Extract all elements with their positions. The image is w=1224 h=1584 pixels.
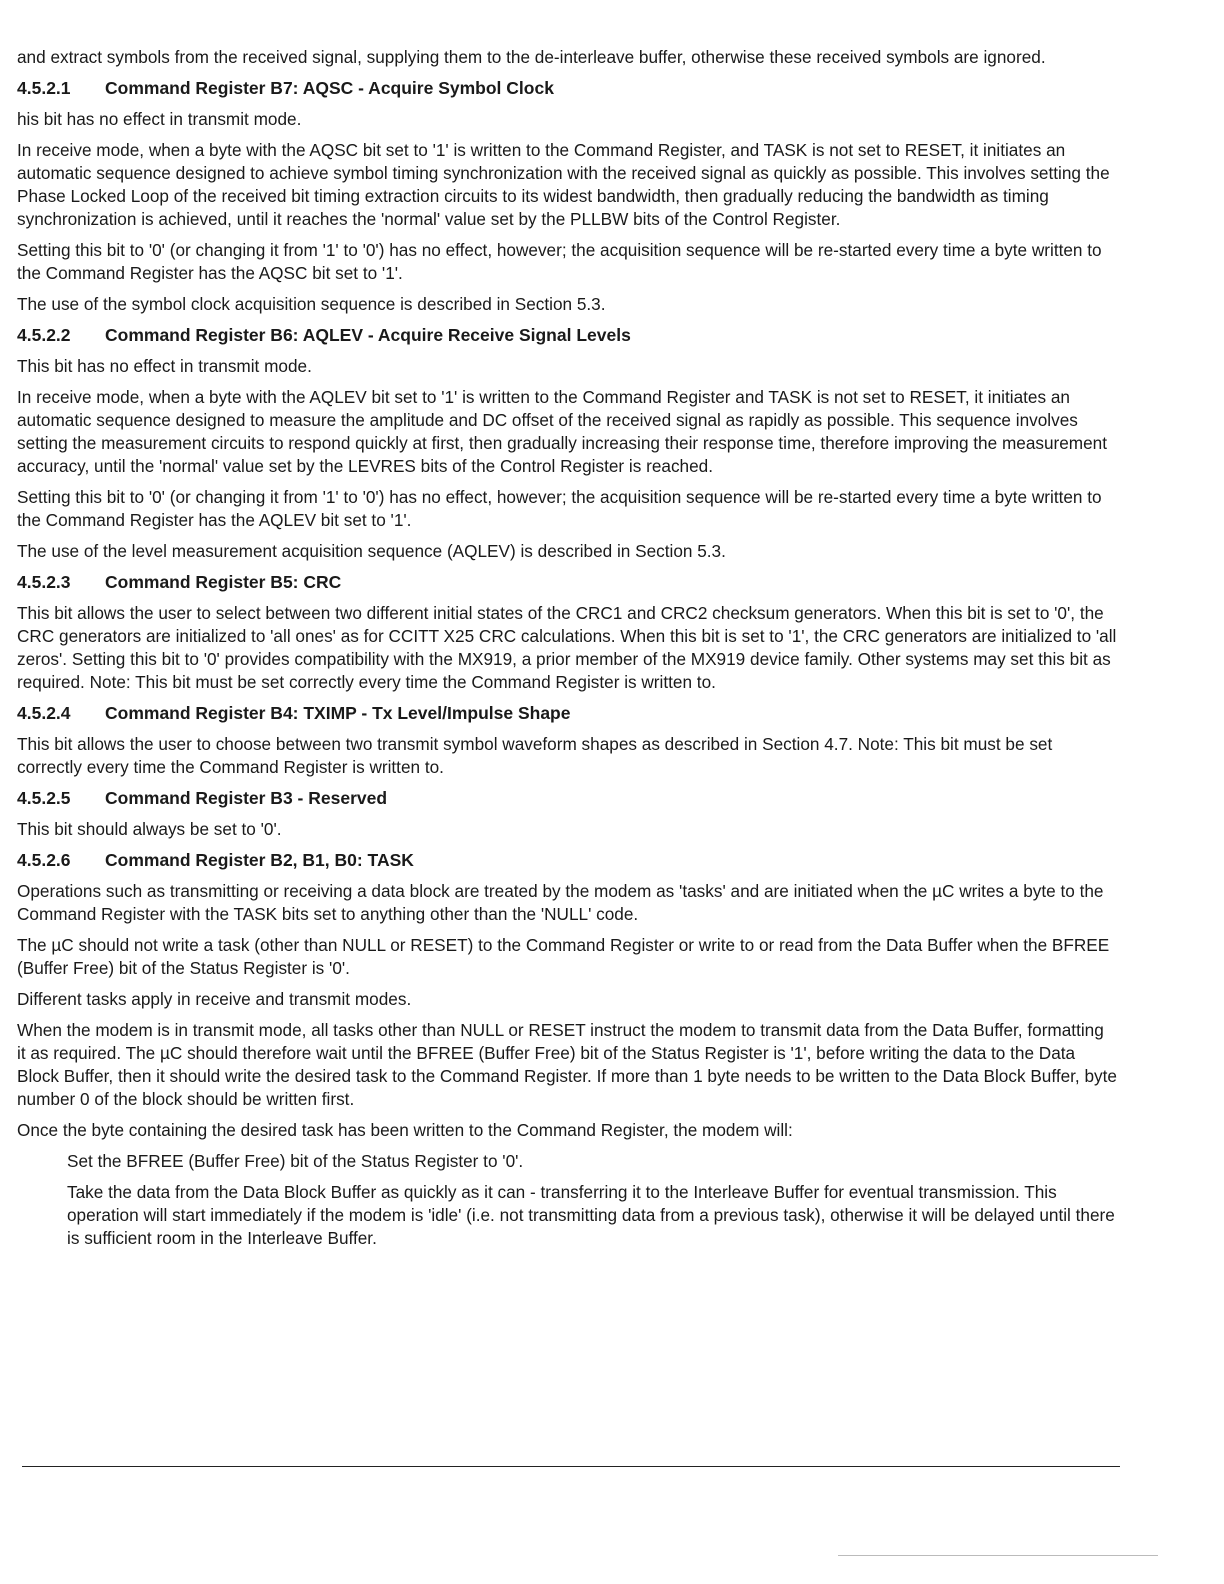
- section-4-5-2-4: [17, 702, 1117, 779]
- section-number: 4.5.2.6: [17, 850, 71, 870]
- footer-rule: [22, 1466, 1120, 1467]
- section-heading: [17, 571, 1117, 594]
- section-heading: [17, 77, 1117, 100]
- section-title: Command Register B7: AQSC - Acquire Symbol Clock: [105, 78, 554, 98]
- paragraph: This bit allows the user to select between two different initial states of the CRC1 and CRC2 checksum generators. When this bit is set to '0', the CRC generators are initialized to 'all ones' as for CCITT X25 CRC calculations. When this bit is set to '1', the CRC generators are initialized to 'all zeros'. Setting this bit to '0' provides compatibility with the MX919, a prior member of the MX919 device family. Other systems may set this bit as required. Note: This bit must be set correctly every time the Command Register is written to.: [17, 603, 1117, 692]
- section-4-5-2-1: [17, 77, 1117, 316]
- paragraph: The µC should not write a task (other than NULL or RESET) to the Command Register or write to or read from the Data Buffer when the BFREE (Buffer Free) bit of the Status Register is '0'.: [17, 935, 1110, 978]
- paragraph: When the modem is in transmit mode, all tasks other than NULL or RESET instruct the modem to transmit data from the Data Buffer, formatting it as required. The µC should therefore wait until the BFREE (Buffer Free) bit of the Status Register is '1', before writing the data to the Data Block Buffer, then it should write the desired task to the Command Register. If more than 1 byte needs to be written to the Data Block Buffer, byte number 0 of the block should be written first.: [17, 1020, 1117, 1109]
- section-4-5-2-6: [17, 849, 1117, 1250]
- paragraph: This bit allows the user to choose between two transmit symbol waveform shapes as described in Section 4.7. Note: This bit must be set correctly every time the Command Register is written to.: [17, 734, 1053, 777]
- paragraph: his bit has no effect in transmit mode.: [17, 109, 302, 129]
- section-heading: [17, 787, 1117, 810]
- section-heading: [17, 849, 1117, 872]
- section-heading: [17, 324, 1117, 347]
- intro-paragraph: and extract symbols from the received signal, supplying them to the de-interleave buffer, otherwise these received symbols are ignored.: [17, 47, 1046, 67]
- section-title: Command Register B2, B1, B0: TASK: [105, 850, 414, 870]
- paragraph: In receive mode, when a byte with the AQSC bit set to '1' is written to the Command Register, and TASK is not set to RESET, it initiates an automatic sequence designed to achieve symbol timing synchronization with the received signal as quickly as possible. This involves setting the Phase Locked Loop of the received bit timing extraction circuits to its widest bandwidth, then gradually reducing the bandwidth as timing synchronization is achieved, until it reaches the 'normal' value set by the PLLBW bits of the Control Register.: [17, 140, 1110, 229]
- section-number: 4.5.2.2: [17, 325, 71, 345]
- section-number: 4.5.2.1: [17, 78, 71, 98]
- paragraph: In receive mode, when a byte with the AQLEV bit set to '1' is written to the Command Register and TASK is not set to RESET, it initiates an automatic sequence designed to measure the amplitude and DC offset of the received signal as rapidly as possible. This sequence involves setting the measurement circuits to respond quickly at first, then gradually increasing their response time, therefore improving the measurement accuracy, until the 'normal' value set by the LEVRES bits of the Control Register is reached.: [17, 387, 1108, 476]
- section-4-5-2-2: [17, 324, 1117, 563]
- section-4-5-2-3: [17, 571, 1117, 694]
- indented-paragraph: Set the BFREE (Buffer Free) bit of the Status Register to '0'.: [67, 1151, 524, 1171]
- document-page: [17, 46, 1117, 1258]
- paragraph: Setting this bit to '0' (or changing it from '1' to '0') has no effect, however; the acquisition sequence will be re-started every time a byte written to the Command Register has the AQLEV bit set to '1'.: [17, 487, 1102, 530]
- paragraph: The use of the symbol clock acquisition sequence is described in Section 5.3.: [17, 294, 606, 314]
- section-title: Command Register B3 - Reserved: [105, 788, 388, 808]
- paragraph: The use of the level measurement acquisition sequence (AQLEV) is described in Section 5.3.: [17, 541, 726, 561]
- paragraph: This bit has no effect in transmit mode.: [17, 356, 312, 376]
- footer-scan-mark: [838, 1555, 1158, 1556]
- paragraph: Operations such as transmitting or receiving a data block are treated by the modem as 'tasks' and are initiated when the µC writes a byte to the Command Register with the TASK bits set to anything other than the 'NULL' code.: [17, 881, 1104, 924]
- paragraph: Different tasks apply in receive and transmit modes.: [17, 989, 412, 1009]
- section-title: Command Register B5: CRC: [105, 572, 342, 592]
- paragraph: Setting this bit to '0' (or changing it from '1' to '0') has no effect, however; the acquisition sequence will be re-started every time a byte written to the Command Register has the AQSC bit set to '1'.: [17, 240, 1102, 283]
- section-number: 4.5.2.4: [17, 703, 71, 723]
- indented-paragraph: Take the data from the Data Block Buffer as quickly as it can - transferring it to the Interleave Buffer for eventual transmission. This operation will start immediately if the modem is 'idle' (i.e. not transmitting data from a previous task), otherwise it will be delayed until there is sufficient room in the Interleave Buffer.: [67, 1182, 1115, 1248]
- section-4-5-2-5: [17, 787, 1117, 841]
- paragraph: This bit should always be set to '0'.: [17, 819, 282, 839]
- section-title: Command Register B6: AQLEV - Acquire Receive Signal Levels: [105, 325, 631, 345]
- section-title: Command Register B4: TXIMP - Tx Level/Impulse Shape: [105, 703, 571, 723]
- section-number: 4.5.2.5: [17, 788, 71, 808]
- paragraph: Once the byte containing the desired task has been written to the Command Register, the modem will:: [17, 1120, 793, 1140]
- section-number: 4.5.2.3: [17, 572, 71, 592]
- section-heading: [17, 702, 1117, 725]
